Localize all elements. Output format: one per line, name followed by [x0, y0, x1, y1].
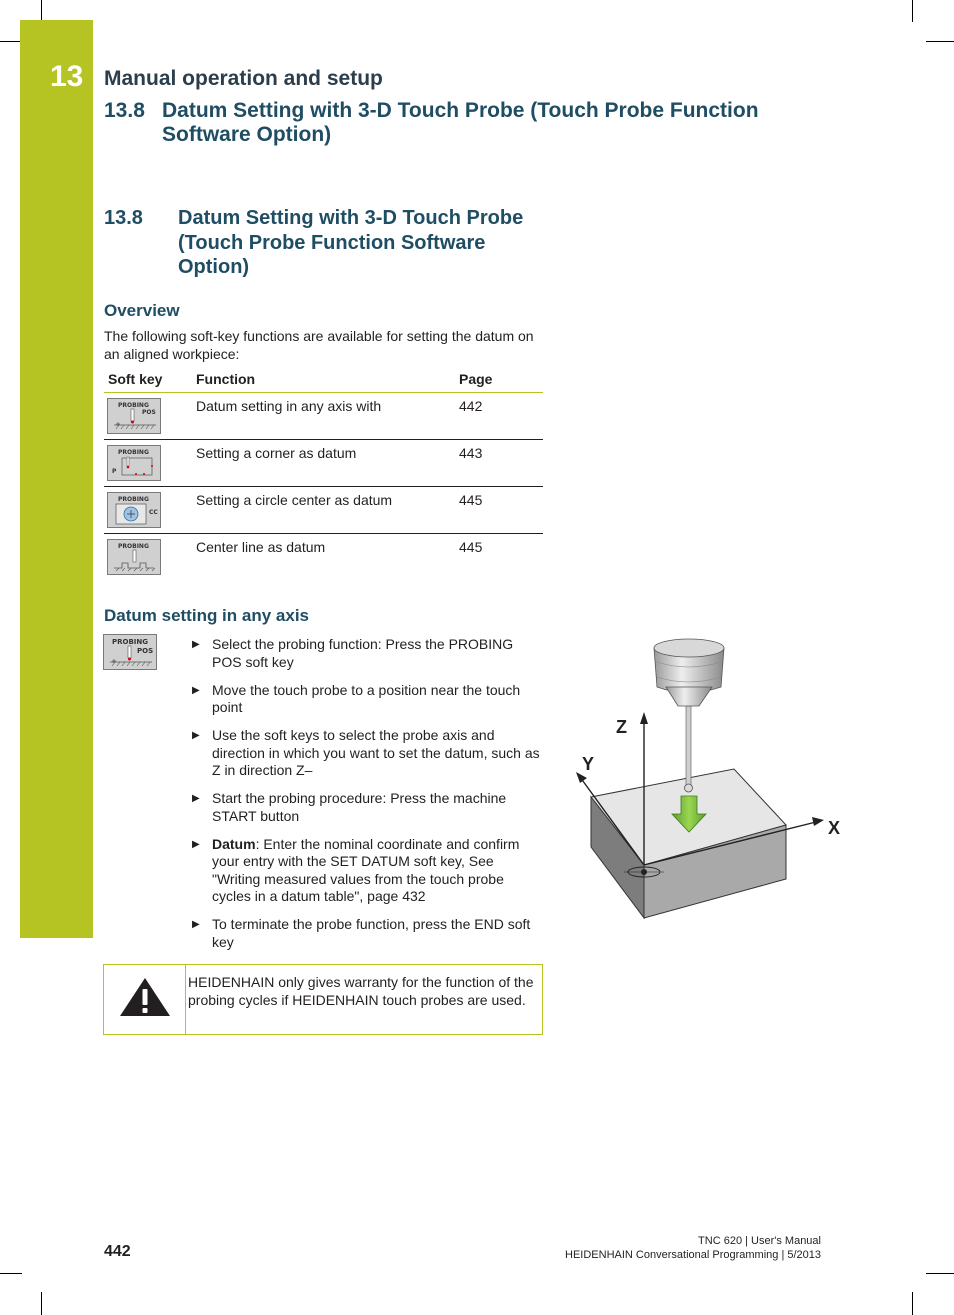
softkey-label: POS — [137, 647, 154, 655]
table-header — [104, 366, 543, 393]
col-header-softkey: Soft key — [108, 371, 163, 387]
page-cell: 443 — [459, 445, 483, 461]
softkey-probing-centerline[interactable] — [107, 539, 161, 575]
table-row — [104, 440, 543, 487]
col-header-function: Function — [196, 371, 256, 387]
running-header-section-number: 13.8 — [104, 99, 145, 122]
axis-label-y: Y — [582, 754, 595, 774]
list-item — [192, 727, 544, 780]
warning-icon — [118, 976, 172, 1023]
step-text: Use the soft keys to select the probe axis and direction in which you want to set the datum, such as Z in direction Z– — [212, 727, 540, 778]
touch-probe-illustration — [566, 632, 846, 937]
running-header-section-title: Datum Setting with 3-D Touch Probe (Touch Probe Function Software Option) — [162, 99, 759, 146]
function-cell: Datum setting in any axis with — [196, 398, 382, 414]
axis-label-z: Z — [616, 717, 627, 737]
note-divider — [185, 965, 186, 1034]
overview-intro: The following soft-key functions are available for setting the datum on an aligned workpiece: — [104, 328, 534, 362]
softkey-label: PROBING — [118, 449, 149, 456]
axis-label-x: X — [828, 818, 841, 838]
page-cell: 445 — [459, 492, 483, 508]
softkey-label: POS — [142, 409, 156, 416]
footer-info — [565, 1235, 821, 1262]
softkey-label: CC — [149, 509, 158, 516]
warning-text: HEIDENHAIN only gives warranty for the function of the probing cycles if HEIDENHAIN touch probes are used. — [188, 974, 534, 1008]
procedure-steps — [192, 636, 544, 962]
datum-axis-heading: Datum setting in any axis — [104, 606, 309, 625]
softkey-probing-corner[interactable] — [107, 445, 161, 481]
softkey-label: PROBING — [118, 402, 149, 409]
step-text: Start the probing procedure: Press the machine START button — [212, 790, 507, 824]
page-cell: 445 — [459, 539, 483, 555]
list-item — [192, 790, 544, 825]
section-number: 13.8 — [104, 207, 143, 229]
list-item — [192, 836, 544, 906]
crop-mark — [41, 1292, 42, 1315]
overview-heading: Overview — [104, 301, 180, 320]
step-text: Select the probing function: Press the PROBING POS soft key — [212, 636, 514, 670]
softkey-probing-circle[interactable] — [107, 492, 161, 528]
table-row — [104, 393, 543, 440]
footer-line-2: HEIDENHAIN Conversational Programming | 5/2013 — [565, 1248, 821, 1261]
chapter-side-bar — [20, 20, 93, 938]
step-text: Move the touch probe to a position near the touch point — [212, 681, 521, 715]
list-item — [192, 916, 544, 951]
triangle-bullet-icon: ▶ — [192, 838, 200, 850]
triangle-bullet-icon: ▶ — [192, 684, 200, 696]
col-header-page: Page — [459, 371, 493, 387]
running-header-chapter: Manual operation and setup — [104, 67, 383, 90]
warning-note — [103, 964, 543, 1035]
triangle-bullet-icon: ▶ — [192, 639, 200, 650]
crop-mark — [912, 1292, 913, 1315]
softkey-probing-pos-large[interactable] — [103, 634, 157, 670]
list-item — [192, 682, 544, 717]
step-text: : Enter the nominal coordinate and confirm your entry with the SET DATUM soft key, See "Writing measured values from the touch probe cycles in a datum table", page 432 — [212, 835, 520, 904]
table-row — [104, 534, 543, 580]
crosshair-icon — [112, 659, 116, 663]
softkey-label: P — [112, 468, 117, 475]
chapter-number: 13 — [50, 60, 84, 93]
crop-mark — [926, 1273, 954, 1274]
crop-mark — [41, 0, 42, 22]
softkey-label: PROBING — [112, 638, 149, 646]
triangle-bullet-icon: ▶ — [192, 919, 200, 930]
page-cell: 442 — [459, 398, 483, 414]
triangle-bullet-icon: ▶ — [192, 730, 200, 741]
softkey-label: PROBING — [118, 496, 149, 503]
step-text: To terminate the probe function, press the END soft key — [212, 916, 531, 950]
step-keyword: Datum — [212, 835, 256, 852]
crop-mark — [912, 0, 913, 22]
crop-mark — [0, 41, 22, 42]
section-title-text: Datum Setting with 3-D Touch Probe (Touch Probe Function Software Option) — [178, 207, 524, 278]
list-item — [192, 636, 544, 671]
function-cell: Center line as datum — [196, 539, 326, 555]
softkey-table — [104, 366, 543, 580]
softkey-probing-pos[interactable] — [107, 398, 161, 434]
triangle-bullet-icon: ▶ — [192, 793, 200, 804]
function-cell: Setting a circle center as datum — [196, 492, 393, 508]
crop-mark — [0, 1273, 22, 1274]
function-cell: Setting a corner as datum — [196, 445, 357, 461]
table-row — [104, 487, 543, 534]
page-number: 442 — [104, 1243, 131, 1260]
footer-line-1: TNC 620 | User's Manual — [698, 1235, 821, 1247]
softkey-label: PROBING — [118, 543, 149, 550]
crop-mark — [926, 41, 954, 42]
